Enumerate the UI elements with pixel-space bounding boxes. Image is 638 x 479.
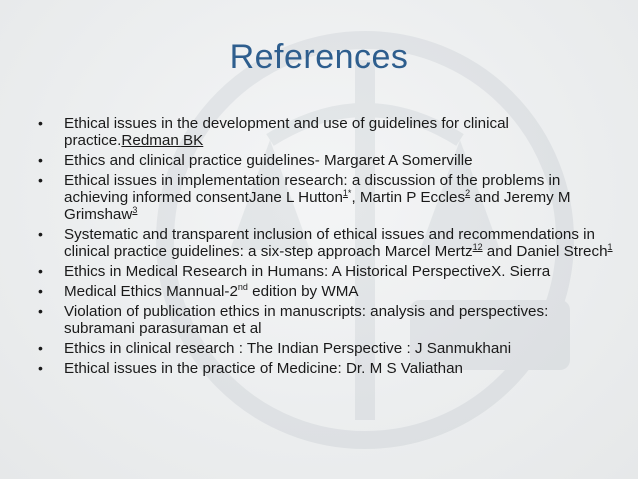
bullet: • <box>38 152 43 168</box>
bullet: • <box>38 283 43 299</box>
bullet: • <box>38 172 43 188</box>
affiliation-sup-link[interactable]: 1 <box>342 188 348 198</box>
list-item <box>38 226 618 260</box>
reference-text: edition by WMA <box>247 283 359 300</box>
reference-text: and Jeremy M Grimshaw <box>64 189 571 223</box>
bullet: • <box>38 263 43 279</box>
list-item <box>38 115 618 149</box>
list-item <box>38 263 618 280</box>
bullet: • <box>38 340 43 356</box>
affiliation-sup-link[interactable]: 3 <box>132 205 138 215</box>
reference-text: Medical Ethics Mannual-2 <box>64 283 238 300</box>
list-item <box>38 340 618 357</box>
reference-text: Violation of publication ethics in manuscripts: analysis and perspectives: subramani parasuraman et al <box>64 303 549 337</box>
list-item <box>38 283 618 300</box>
reference-text: Ethical issues in the practice of Medicine: Dr. M S Valiathan <box>64 360 463 377</box>
list-item <box>38 152 618 169</box>
list-item <box>38 360 618 377</box>
list-item <box>38 172 618 223</box>
slide-title: References <box>229 38 409 76</box>
asterisk-sup: * <box>347 188 352 198</box>
bullet: • <box>38 360 43 376</box>
reference-text: Ethical issues in the development and use of guidelines for clinical practice. <box>64 115 509 149</box>
reference-text: , Martin P Eccles <box>351 189 466 206</box>
affiliation-sup-link[interactable]: 12 <box>472 242 483 252</box>
bullet: • <box>38 303 43 319</box>
bullet: • <box>38 226 43 242</box>
affiliation-sup-link[interactable]: 1 <box>607 242 613 252</box>
reference-author-link[interactable]: Redman BK <box>121 132 204 149</box>
affiliation-sup-link[interactable]: 2 <box>465 188 471 198</box>
references-list <box>38 115 618 380</box>
list-item <box>38 303 618 337</box>
reference-text: Ethics in clinical research : The Indian Perspective : J Sanmukhani <box>64 340 512 357</box>
reference-text: Systematic and transparent inclusion of ethical issues and recommendations in clinical practice guidelines: a six-step approach Marcel Mertz <box>64 226 595 260</box>
ordinal-sup: nd <box>237 282 248 292</box>
reference-text: Ethical issues in implementation research: a discussion of the problems in achieving informed consentJane L Hutton <box>64 172 561 206</box>
reference-text: Ethics in Medical Research in Humans: A Historical PerspectiveX. Sierra <box>64 263 551 280</box>
reference-text: Ethics and clinical practice guidelines- Margaret A Somerville <box>64 152 473 169</box>
reference-text: and Daniel Strech <box>482 243 608 260</box>
bullet: • <box>38 115 43 131</box>
